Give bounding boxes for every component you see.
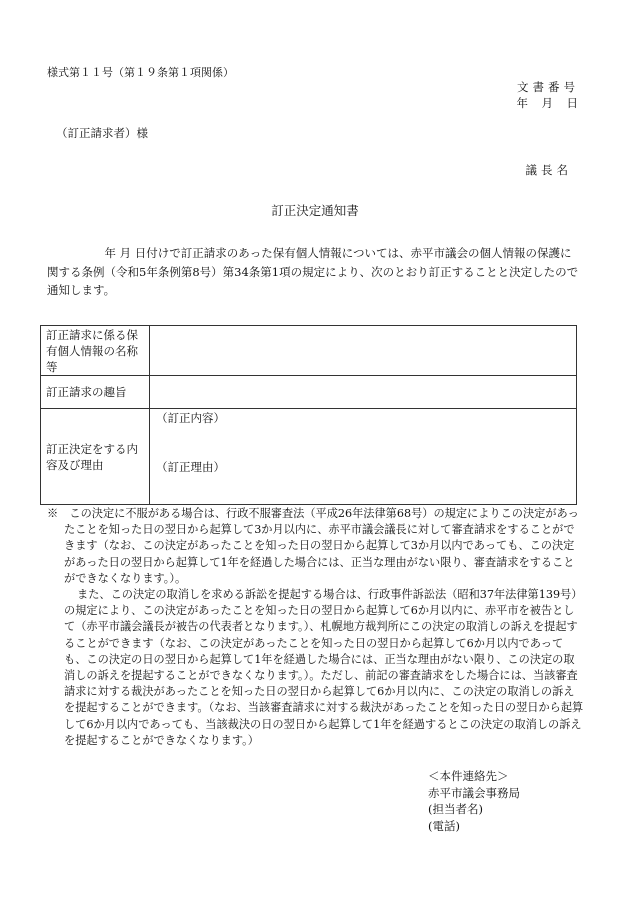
requester-name: （訂正請求者）様 <box>56 126 148 140</box>
contact-office: 赤平市議会事務局 <box>428 785 520 800</box>
sender-name: 議長名 <box>525 163 572 177</box>
appeal-note-lawsuit: また、この決定の取消しを求める訴訟を提起する場合は、行政事件訴訟法（昭和37年法律第139号）の規定により、この決定があったことを知った日の翌日から起算して6か月以内に、赤平市を被告として（赤平市議会議長が被告の代表者となります。）、札幌地方裁判所にこの決定の取消しの訴えを提起することができます（なお、この決定があったことを知った日の翌日から起算して6か月以内であっても、この決定の日の翌日から起算して1年を経過した場合には、正当な理由がない限り、この決定の取消しの訴えを提起することができなくなります。）。ただし、前記の審査請求をした場合には、当該審査請求に対する裁決があったことを知った日の翌日から起算して6か月以内に、この決定の取消しの訴えを提起することができます。（なお、当該審査請求に対する裁決があったことを知った日の翌日から起算して6か月以内であっても、当該裁決の日の翌日から起算して1年を経過するとこの決定の取消しの訴えを提起することができなくなります。） <box>64 588 584 747</box>
contact-block <box>428 768 520 834</box>
info-name-value <box>150 326 577 376</box>
appeal-notes <box>47 506 584 749</box>
correction-reason-label: （訂正理由） <box>156 460 225 474</box>
contact-person: (担当者名) <box>428 802 483 816</box>
contact-phone: (電話) <box>428 818 460 833</box>
document-title: 訂正決定通知書 <box>271 203 359 218</box>
intro-paragraph <box>47 244 582 300</box>
correction-content-label: （訂正内容） <box>156 411 225 425</box>
intro-text: 年 月 日付けで訂正請求のあった保有個人情報については、赤平市議会の個人情報の保護に関する条例（令和5年条例第8号）第34条第1項の規定により、次のとおり訂正することと決定したので通知します。 <box>47 246 579 297</box>
document-number: 文書番号 <box>517 80 579 94</box>
appeal-note-review: ※ この決定に不服がある場合は、行政不服審査法（平成26年法律第68号）の規定によりこの決定があったことを知った日の翌日から起算して3か月以内に、赤平市議会議長に対して審査請求をすることができます（なお、この決定があったことを知った日の翌日から起算して3か月以内であっても、この決定があった日の翌日から起算して1年を経過した場合には、正当な理由がない限り、審査請求をすることができなくなります。）。 <box>47 507 579 585</box>
decision-table <box>40 325 577 505</box>
contact-heading: ＜本件連絡先＞ <box>428 769 509 783</box>
issue-date: 年 月 日 <box>516 96 579 110</box>
decision-detail-label: 訂正決定をする内容及び理由 <box>41 409 150 505</box>
table-row <box>41 326 577 376</box>
table-row <box>41 409 577 505</box>
request-purpose-label: 訂正請求の趣旨 <box>41 376 150 409</box>
table-row <box>41 376 577 409</box>
form-number: 様式第１１号（第１９条第１項関係） <box>47 66 234 79</box>
info-name-label: 訂正請求に係る保有個人情報の名称等 <box>41 326 150 376</box>
decision-detail-cell <box>150 409 577 505</box>
request-purpose-value <box>150 376 577 409</box>
